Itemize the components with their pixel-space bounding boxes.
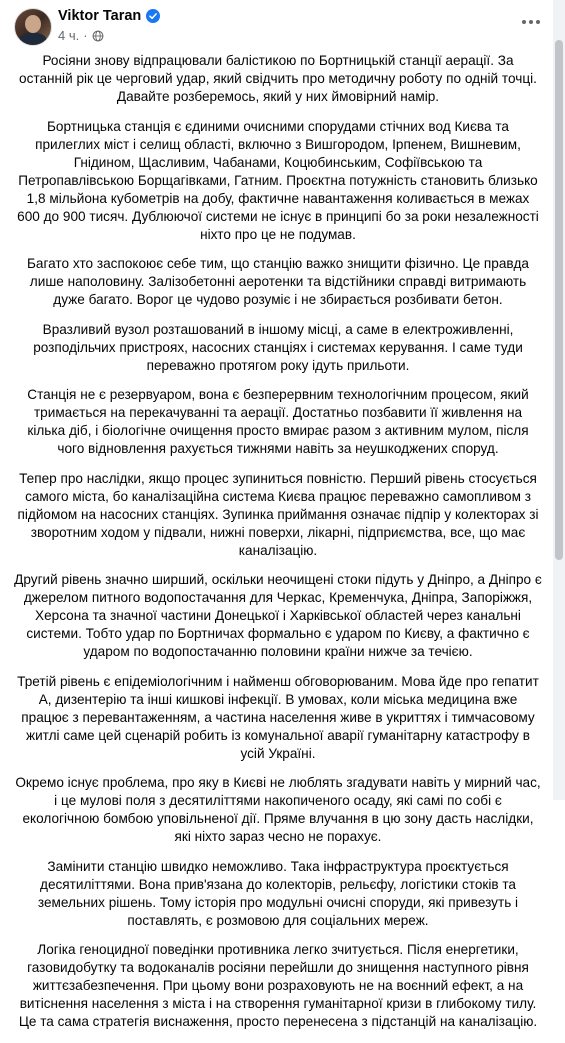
post-paragraph: Бортницька станція є єдиними очисними спорудами стічних вод Києва та прилеглих міст і селищ області, включно з Вишгородом, Ірпенем, Вишневим, Гнідином, Щасливим, Чабанами, Коцюбинським, Софіївською та Петропавлівською Борщагівками, Гатним. Проєктна потужність становить близько 1,8 мільйона кубометрів на добу, фактичне навантаження коливається в межах 600 до 900 тисяч. Дублюючої системи не існує в принципі бо за роки незалежності ніхто про це не подумав. <box>17 118 539 242</box>
post-header <box>0 0 553 50</box>
post-paragraph: Росіяни знову відпрацювали балістикою по Бортницькій станції аерації. За останній рік це черговий удар, який свідчить про методичну роботу по одній точці. Давайте розберемось, який у них ймовірний намір. <box>19 53 537 104</box>
more-options-icon[interactable] <box>519 12 543 32</box>
author-name[interactable]: Viktor Taran <box>58 8 142 24</box>
post-paragraph: Вразливий вузол розташований в іншому місці, а саме в електроживленні, розподільчих пристроях, насосних станціях і системах керування. І саме туди переважно протягом року ідуть прильоти. <box>33 321 523 373</box>
post-meta <box>58 28 104 43</box>
post-paragraph: Замінити станцію швидко неможливо. Така інфраструктура проєктується десятиліттями. Вона прив'язана до колекторів, рельєфу, логістики стоків та земельних рішень. Тому історія про модульні очисні споруди, які привезуть і поставлять, є розмовою для соціальних мереж. <box>37 858 519 928</box>
meta-separator: · <box>83 28 88 43</box>
scrollbar[interactable] <box>553 0 565 800</box>
post-paragraph: Станція не є резервуаром, вона є безперервним технологічним процесом, який тримається на перекачуванні та аерації. Достатньо позбавити її живлення на кілька діб, і біологічне очищення просто вмирає разом з активним мулом, після чого відновлення рахується тижнями навіть за неушкоджених споруд. <box>27 387 529 456</box>
post-paragraph: Другий рівень значно ширший, оскільки неочищені стоки підуть у Дніпро, а Дніпро є джерелом питного водопостачання для Черкас, Кременчука, Дніпра, Запоріжжя, Херсона та значної частини Донецької і Харківської областей через канальні системи. Тобто удар по Бортничах формально є ударом по Києву, а фактично є ударом по водопостачанню половини країни нижче за течією. <box>14 572 542 659</box>
verified-badge-icon <box>146 9 160 23</box>
post-paragraph: Окремо існує проблема, про яку в Києві не люблять згадувати навіть у мирний час, і це мулові поля з десятиліттями накопиченого осаду, які самі по собі є екологічною бомбою уповільненої дії. Пряме влучання в цю зону дасть наслідки, які ніхто зараз чесно не порахує. <box>15 775 541 844</box>
post-timestamp[interactable]: 4 ч. <box>58 28 80 43</box>
post-paragraph: Третій рівень є епідеміологічним і найменш обговорюваним. Мова йде про гепатит А, дизентерію та інші кишкові інфекції. В умовах, коли міська медицина вже працює з перевантаженням, а частина населення живе в укриттях і тимчасовому житлі саме цей сценарій робить із комунальної аварії гуманітарну катастрофу в усій Україні. <box>17 673 539 761</box>
author-avatar[interactable] <box>14 8 52 46</box>
post-paragraph: Логіка геноцидної поведінки противника легко зчитується. Після енергетики, газовидобутку та водоканалів росіяни перейшли до знищення наступного рівня життєзабезпечення. При цьому вони розраховують не на воєнний ефект, а на витіснення населення з міста і на створення гуманітарної кризи в глибокому тилу. Це та сама стратегія виснаження, просто перенесена з підстанцій на каналізацію. <box>18 942 538 1029</box>
author-row <box>58 8 160 24</box>
post-paragraph: Багато хто заспокоює себе тим, що станцію важко знищити фізично. Це правда лише наполовину. Залізобетонні аеротенки та відстійники справді витримають дуже багато. Ворог це чудово розуміє і не збирається розбивати бетон. <box>27 256 529 307</box>
post-paragraph: Тепер про наслідки, якщо процес зупиниться повністю. Перший рівень стосується самого міста, бо каналізаційна система Києва працює переважно самопливом з підйомом на насосних станціях. Зупинка приймання означає підпір у колекторах зі зворотним ходом у підвали, нижні поверхи, лікарні, підприємства, все, що має каналізацію. <box>17 470 539 558</box>
scrollbar-thumb[interactable] <box>555 40 563 560</box>
post-body <box>14 52 542 1043</box>
globe-icon[interactable] <box>92 30 104 42</box>
